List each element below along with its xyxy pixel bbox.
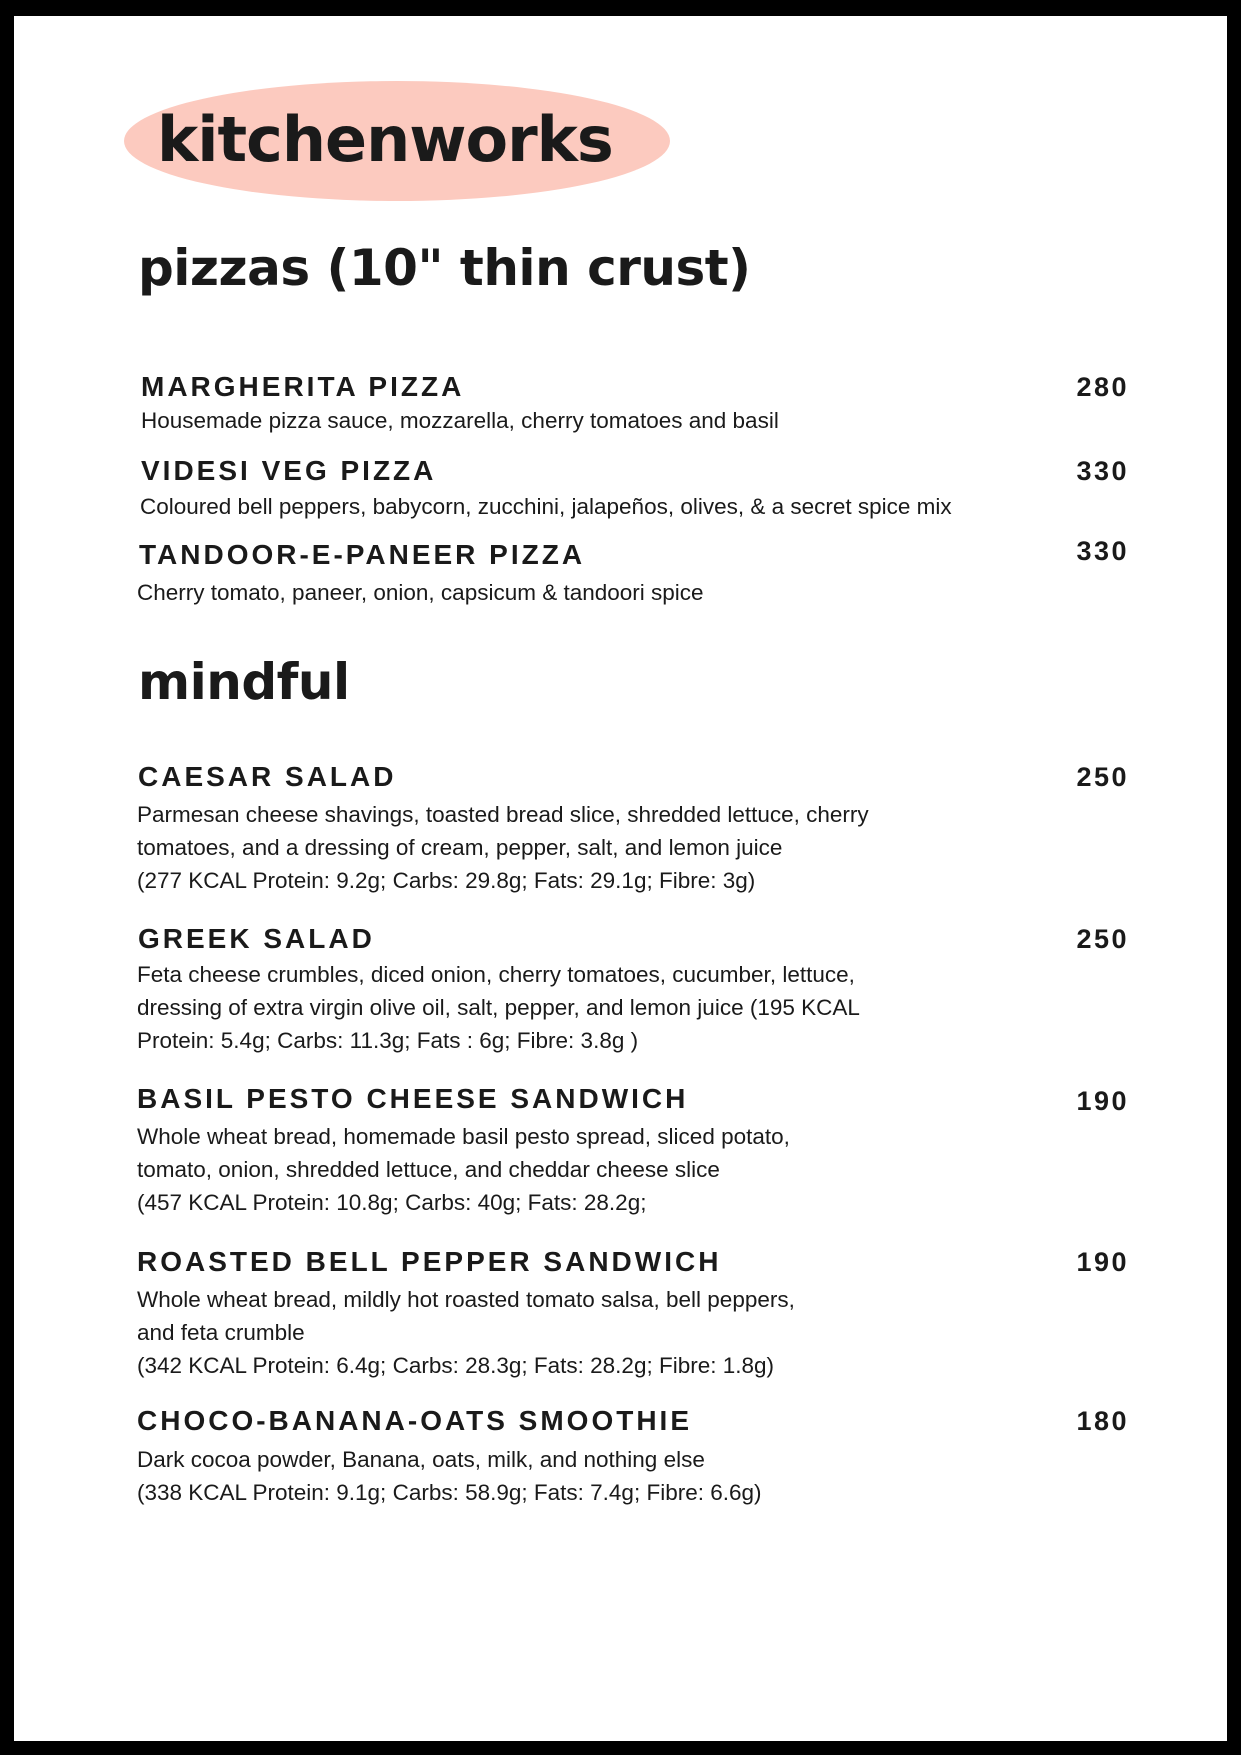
description-line: and feta crumble (137, 1320, 305, 1345)
nutrition-info: Protein: 5.4g; Carbs: 11.3g; Fats : 6g; Fibre: 3.8g ) (137, 1028, 639, 1053)
menu-item-description (137, 1443, 762, 1509)
description-line: Whole wheat bread, mildly hot roasted tomato salsa, bell peppers, (137, 1287, 795, 1312)
menu-item-name: CHOCO-BANANA-OATS SMOOTHIE (137, 1405, 693, 1436)
description-line: Feta cheese crumbles, diced onion, cherry tomatoes, cucumber, lettuce, (137, 962, 855, 987)
nutrition-info: (457 KCAL Protein: 10.8g; Carbs: 40g; Fats: 28.2g; (137, 1190, 647, 1215)
menu-item-name: BASIL PESTO CHEESE SANDWICH (137, 1083, 689, 1114)
description-line: Coloured bell peppers, babycorn, zucchini, jalapeños, olives, & a secret spice mix (140, 494, 952, 519)
brand-logo: kitchenworks (157, 103, 613, 176)
menu-page (14, 16, 1227, 1741)
menu-item-name: MARGHERITA PIZZA (141, 371, 465, 402)
menu-item-description (141, 404, 779, 437)
menu-item-description (137, 798, 869, 897)
section-title-pizzas: pizzas (10" thin crust) (138, 239, 751, 297)
menu-item-name: VIDESI VEG PIZZA (141, 455, 437, 486)
menu-item-name: TANDOOR-E-PANEER PIZZA (139, 539, 586, 570)
description-line: tomatoes, and a dressing of cream, pepper, salt, and lemon juice (137, 835, 783, 860)
description-line: Cherry tomato, paneer, onion, capsicum & tandoori spice (137, 580, 704, 605)
menu-item-name: CAESAR SALAD (138, 761, 397, 792)
menu-item-price: 250 (1076, 762, 1129, 792)
menu-item-description (137, 958, 860, 1057)
description-line: Housemade pizza sauce, mozzarella, cherry tomatoes and basil (141, 408, 779, 433)
menu-item-description (137, 1283, 795, 1382)
section-title-mindful: mindful (138, 653, 350, 711)
menu-item-price: 280 (1076, 372, 1129, 402)
menu-item-price: 180 (1076, 1406, 1129, 1436)
nutrition-info: (277 KCAL Protein: 9.2g; Carbs: 29.8g; Fats: 29.1g; Fibre: 3g) (137, 868, 756, 893)
nutrition-info: (338 KCAL Protein: 9.1g; Carbs: 58.9g; Fats: 7.4g; Fibre: 6.6g) (137, 1480, 762, 1505)
menu-item-price: 330 (1076, 536, 1129, 566)
description-line: dressing of extra virgin olive oil, salt, pepper, and lemon juice (195 KCAL (137, 995, 860, 1020)
description-line: Parmesan cheese shavings, toasted bread slice, shredded lettuce, cherry (137, 802, 869, 827)
menu-item-description (137, 1120, 790, 1219)
nutrition-info: (342 KCAL Protein: 6.4g; Carbs: 28.3g; Fats: 28.2g; Fibre: 1.8g) (137, 1353, 775, 1378)
description-line: Dark cocoa powder, Banana, oats, milk, and nothing else (137, 1447, 705, 1472)
menu-item-price: 190 (1076, 1247, 1129, 1277)
menu-item-description (140, 490, 952, 523)
menu-item-name: GREEK SALAD (138, 923, 375, 954)
menu-item-name: ROASTED BELL PEPPER SANDWICH (137, 1246, 722, 1277)
menu-item-price: 330 (1076, 456, 1129, 486)
description-line: Whole wheat bread, homemade basil pesto spread, sliced potato, (137, 1124, 790, 1149)
menu-item-price: 250 (1076, 924, 1129, 954)
description-line: tomato, onion, shredded lettuce, and cheddar cheese slice (137, 1157, 720, 1182)
menu-item-description (137, 576, 704, 609)
menu-item-price: 190 (1076, 1086, 1129, 1116)
